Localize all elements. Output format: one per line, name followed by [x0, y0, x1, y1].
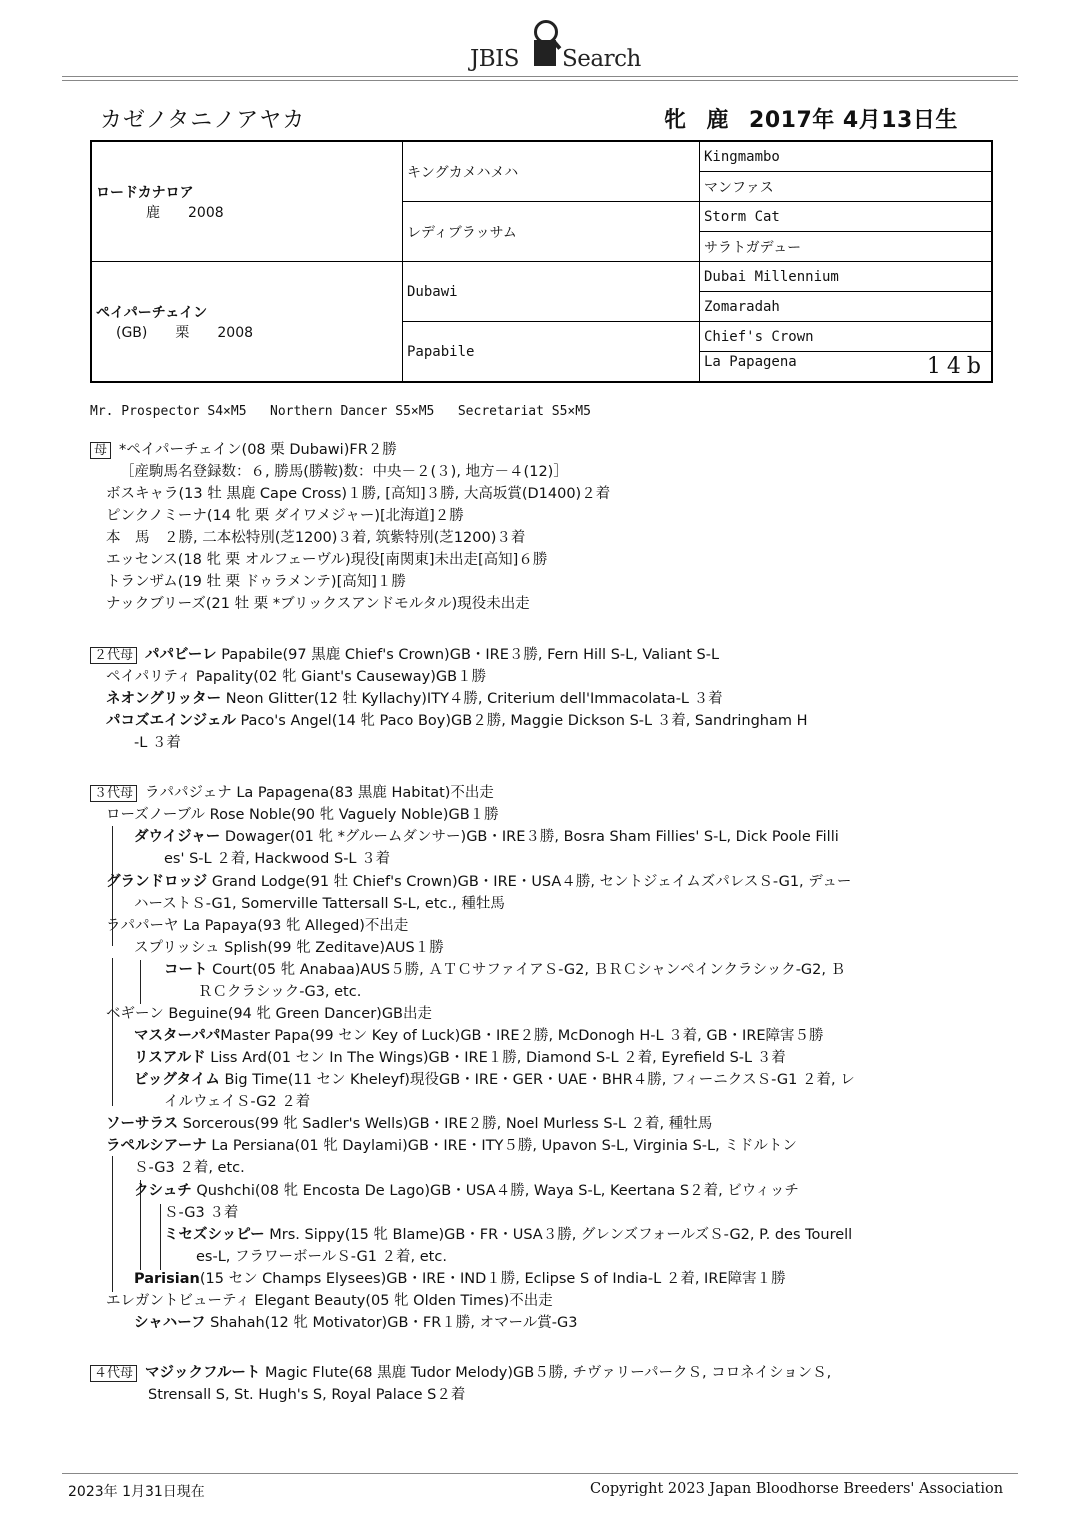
dam-line-3: ピンクノミーナ(14 牝 栗 ダイワメジャー)[北海道]２勝 — [106, 508, 464, 524]
gen2-head-name: パパビーレ — [145, 647, 217, 663]
gen3-line-text: Court(05 牝 Anabaa)AUS５勝, ＡＴＣサファイアＳ-G2, ＢＲＣシャンペインクラシック-G2, Ｂ — [212, 962, 846, 978]
gen3-line — [134, 1268, 786, 1290]
gen3-line-text: (15 セン Champs Elysees)GB・IRE・IND１勝, Eclipse S of India-L ２着, IRE障害１勝 — [199, 1271, 786, 1287]
gen3-line-text: Master Papa(99 セン Key of Luck)GB・IRE２勝, McDonogh H-L ３着, GB・IRE障害５勝 — [220, 1028, 824, 1044]
sire-name: ロードカナロア — [96, 184, 194, 201]
tree-line — [112, 1156, 113, 1292]
gen3-line-text: Qushchi(08 牝 Encosta De Lago)GB・USA４勝, Waya S-L, Keertana S２着, ビウィッチ — [196, 1183, 799, 1199]
jbis-search-logo[interactable] — [470, 16, 640, 78]
gen3-line — [106, 1135, 797, 1157]
gen3-line-name: ラペルシアーナ — [106, 1138, 207, 1154]
header-rule-2 — [62, 80, 1018, 81]
gen3-line: イルウェイＳ-G2 ２着 — [164, 1094, 311, 1110]
gen3-line: スプリッシュ Splish(99 牝 Zeditave)AUS１勝 — [134, 940, 444, 956]
gen4-cont: Strensall S, St. Hugh's S, Royal Palace S２着 — [148, 1387, 466, 1403]
gen3-line-name: コート — [164, 962, 208, 978]
gen3-line-name: マスターパパ — [134, 1028, 221, 1044]
gen3-line-name: ダウイジャー — [134, 829, 221, 845]
ds-cell: Dubawi — [403, 262, 700, 322]
gen3-line-text: Shahah(12 牝 Motivator)GB・FR１勝, オマール賞-G3 — [210, 1315, 578, 1331]
gen2-line-1: ペイパリティ Papality(02 牝 Giant's Causeway)GB１勝 — [106, 669, 487, 685]
gen3-line: es-L, フラワーボールＳ-G1 ２着, etc. — [196, 1249, 447, 1265]
horse-info — [664, 103, 978, 134]
gen2-head-text: Papabile(97 黒鹿 Chief's Crown)GB・IRE３勝, Fern Hill S-L, Valiant S-L — [221, 647, 720, 663]
dam-line-6: トランザム(19 牡 栗 ドゥラメンテ)[高知]１勝 — [106, 574, 406, 590]
gen3-line-name: ビッグタイム — [134, 1072, 220, 1088]
dam-details: (GB) 栗 2008 — [116, 324, 254, 341]
footer-copyright: Copyright 2023 Japan Bloodhorse Breeders' Association — [590, 1481, 1004, 1497]
gen3-line-text: Liss Ard(01 セン In The Wings)GB・IRE１勝, Diamond S-L ２着, Eyrefield S-L ３着 — [210, 1050, 786, 1066]
dam-name: ペイパーチェイン — [96, 304, 208, 321]
horse-color: 鹿 — [706, 108, 730, 133]
family-number: 14b — [926, 354, 987, 379]
gen4-tag: ４代母 — [90, 1365, 137, 1382]
dd-cell: Papabile — [403, 322, 700, 383]
gen3-line: ベギーン Beguine(94 牝 Green Dancer)GB出走 — [106, 1006, 433, 1022]
gen2-line-3 — [106, 710, 808, 732]
ssd-cell: マンファス — [700, 172, 993, 202]
gen3-line-name: ミセズシッピー — [164, 1227, 265, 1243]
gen3-tag: ３代母 — [90, 785, 137, 802]
gen3-line-name: シャハーフ — [134, 1315, 206, 1331]
gen3-line: ローズノーブル Rose Noble(90 牝 Vaguely Noble)GB１勝 — [106, 807, 499, 823]
footer-rule — [62, 1473, 1018, 1474]
sd-cell: レディブラッサム — [403, 202, 700, 262]
gen3-line — [134, 1047, 786, 1069]
dam-line-4: 本 馬 ２勝, 二本松特別(芝1200)３着, 筑紫特別(芝1200)３着 — [106, 530, 526, 546]
tree-line — [160, 1204, 161, 1270]
gen2-line-3-text: Paco's Angel(14 牝 Paco Boy)GB２勝, Maggie Dickson S-L ３着, Sandringham H — [240, 713, 808, 729]
dam-line-0: *ペイパーチェイン(08 栗 Dubawi)FR２勝 — [119, 442, 397, 458]
gen3-line — [134, 1025, 824, 1047]
horse-name: カゼノタニノアヤカ — [100, 108, 306, 133]
gen3-line: ハーストＳ-G1, Somerville Tattersall S-L, etc., 種牡馬 — [134, 896, 505, 912]
dam-line-7: ナックブリーズ(21 牡 栗 *ブリックスアンドモルタル)現役未出走 — [106, 596, 530, 612]
gen3-line-name: ソーサラス — [106, 1116, 179, 1132]
sire-cell — [91, 141, 403, 262]
gen3-line — [106, 1113, 712, 1135]
gen3-head — [90, 782, 494, 804]
dds-cell: Chief's Crown — [700, 322, 993, 352]
tree-line — [140, 960, 141, 1004]
gen3-line — [134, 1312, 577, 1334]
footer-date: 2023年 1月31日現在 — [68, 1484, 205, 1500]
horse-birth: 2017年 4月13日生 — [749, 108, 958, 133]
gen3-line-name: リスアルド — [134, 1050, 206, 1066]
gen3-line: Ｓ-G3 ３着 — [164, 1205, 239, 1221]
pedigree-table — [90, 140, 993, 383]
gen2-line-2 — [106, 688, 723, 710]
gen3-line: Ｓ-G3 ２着, etc. — [134, 1160, 245, 1176]
gen3-line — [134, 1180, 799, 1202]
gen2-line-2-text: Neon Glitter(12 牡 Kyllachy)ITY４勝, Criterium dell'Immacolata-L ３着 — [225, 691, 723, 707]
gen3-line-name: Parisian — [134, 1271, 200, 1287]
gen3-line: ＲＣクラシック-G3, etc. — [198, 984, 362, 1000]
gen2-line-3-cont: -L ３着 — [134, 735, 181, 751]
sds-cell: Storm Cat — [700, 202, 993, 232]
ddd-name: La Papagena — [704, 354, 797, 370]
tree-line — [112, 1024, 113, 1106]
horse-sex: 牝 — [664, 108, 687, 133]
header-rule — [62, 76, 1018, 77]
gen3-line-text: Grand Lodge(91 牡 Chief's Crown)GB・IRE・USA４勝, セントジェイムズパレスＳ-G1, デュー — [211, 874, 852, 890]
gen3-line: es' S-L ２着, Hackwood S-L ３着 — [164, 851, 391, 867]
gen3-line-text: Mrs. Sippy(15 牝 Blame)GB・FR・USA３勝, グレンズフォールズＳ-G2, P. des Tourell — [269, 1227, 853, 1243]
gen3-line — [134, 1069, 855, 1091]
gen2-line-2-name: ネオングリッター — [106, 691, 222, 707]
gen3-line-text: Sorcerous(99 牝 Sadler's Wells)GB・IRE２勝, Noel Murless S-L ２着, 種牡馬 — [182, 1116, 713, 1132]
logo-jbis-text: JBIS — [470, 46, 519, 72]
sss-cell: Kingmambo — [700, 141, 993, 172]
gen3-line-name: グランドロッジ — [106, 874, 208, 890]
gen3-line-text: La Persiana(01 牝 Daylami)GB・IRE・ITY５勝, Upavon S-L, Virginia S-L, ミドルトン — [211, 1138, 797, 1154]
gen3-line-text: Dowager(01 牝 *グルームダンサー)GB・IRE３勝, Bosra Sham Fillies' S-L, Dick Poole Filli — [224, 829, 839, 845]
dam-head — [90, 439, 397, 461]
gen2-head — [90, 644, 719, 666]
ss-cell: キングカメハメハ — [403, 141, 700, 202]
gen3-line — [106, 871, 851, 893]
dsd-cell: Zomaradah — [700, 292, 993, 322]
gen3-line: エレガントビューティ Elegant Beauty(05 牝 Olden Times)不出走 — [106, 1293, 553, 1309]
gen3-line-text: Big Time(11 セン Kheleyf)現役GB・IRE・GER・UAE・BHR４勝, フィーニクスＳ-G1 ２着, レ — [224, 1072, 855, 1088]
inbreeding-line: Mr. Prospector S4×M5 Northern Dancer S5×M5 Secretariat S5×M5 — [90, 404, 591, 419]
dam-tag: 母 — [90, 442, 111, 459]
sire-details: 鹿 2008 — [146, 204, 224, 221]
dam-cell — [91, 262, 403, 383]
gen4-head-text: Magic Flute(68 黒鹿 Tudor Melody)GB５勝, チヴァリーパークＳ, コロネイションＳ, — [265, 1365, 832, 1381]
sdd-cell: サラトガデュー — [700, 232, 993, 262]
gen2-tag: ２代母 — [90, 647, 137, 664]
gen4-head-name: マジックフルート — [145, 1365, 261, 1381]
dam-line-1: ［産駒馬名登録数：６, 勝馬(勝鞍)数：中央－２(３), 地方－４(12)］ — [120, 464, 568, 480]
dss-cell: Dubai Millennium — [700, 262, 993, 292]
gen3-line — [134, 826, 839, 848]
gen4-head — [90, 1362, 831, 1384]
gen3-line: ラパパーヤ La Papaya(93 牝 Alleged)不出走 — [106, 918, 409, 934]
dam-line-5: エッセンス(18 牝 栗 オルフェーヴル)現役[南関東]未出走[高知]６勝 — [106, 552, 548, 568]
ddd-cell — [700, 352, 993, 383]
gen3-head-text: ラパパジェナ La Papagena(83 黒鹿 Habitat)不出走 — [145, 785, 494, 801]
gen3-line-name: クシュチ — [134, 1183, 192, 1199]
gen3-line — [164, 1224, 852, 1246]
gen3-line — [164, 959, 845, 981]
logo-search-text: Search — [562, 46, 641, 72]
gen2-line-3-name: パコズエインジェル — [106, 713, 236, 729]
dam-line-2: ボスキャラ(13 牡 黒鹿 Cape Cross)１勝, [高知]３勝, 大高坂賞(D1400)２着 — [106, 486, 611, 502]
